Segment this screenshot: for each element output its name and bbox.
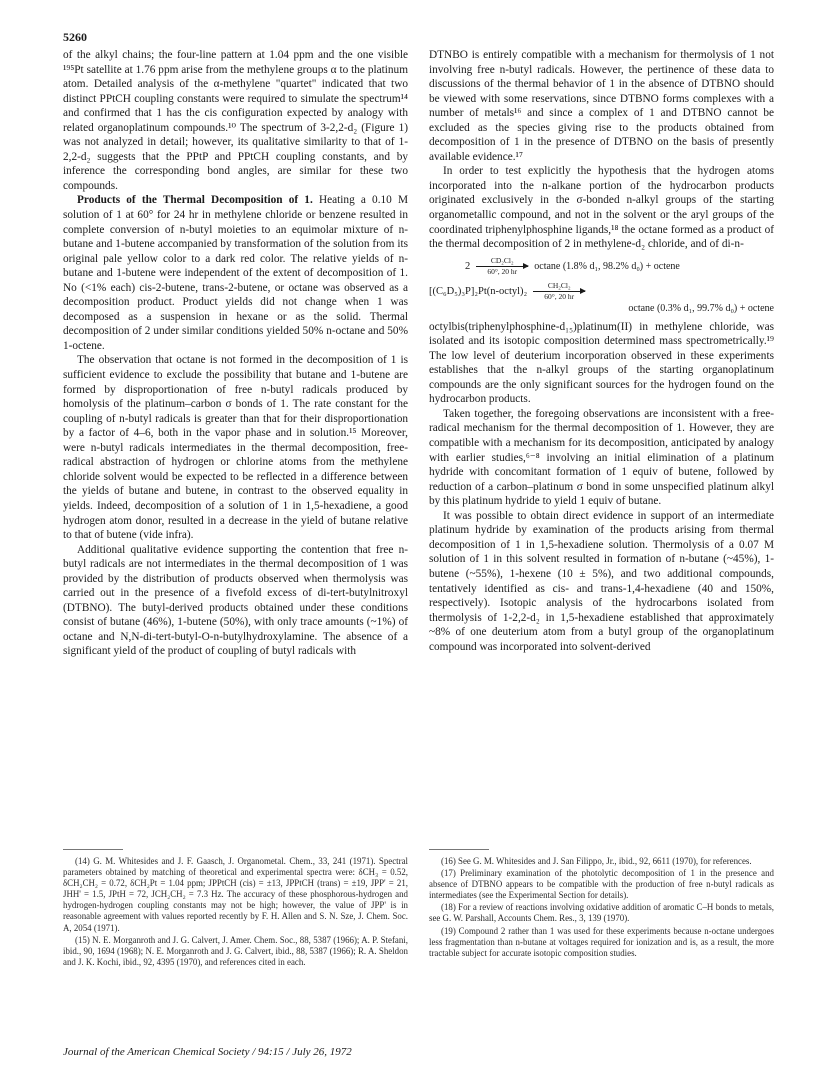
paragraph: octylbis(triphenylphosphine-d₁₅)platinum(II) in methylene chloride, was isolated and its isotopic composition determined mass spectrometrically.¹⁹ The low level of deuterium incorporation observed in these experiments establishes that the n-alkyl groups of the starting organoplatinum compounds are the only significant sources for the hydrogen found on the hydrocarbon products. <box>429 320 774 406</box>
reaction-1 <box>429 257 774 276</box>
reaction-1-solvent: CD₂Cl₂ <box>490 255 514 265</box>
footnotes-right <box>429 856 774 960</box>
arrow-icon <box>533 291 585 292</box>
paragraph: DTNBO is entirely compatible with a mechanism for thermolysis of 1 not involving free n-butyl radicals. However, the pertinence of these data to discussions of the thermal behavior of 1 in the absence of DTBNO should be viewed with some reservations, since DTBNO forms complexes with a number of metals¹⁶ and since a complex of 1 and DTBNO cannot be excluded as the species giving rise to the products obtained from decomposition of 1 in the presence of DTBNO on the basis of presently available evidence.¹⁷ <box>429 49 774 163</box>
footnote-14: (14) G. M. Whitesides and J. F. Gaasch, J. Organometal. Chem., 33, 241 (1971). Spectral parameters obtained by matching of theoretical and experimental spectra were: δCH₃ = 0.52, δCH₂CH₂ = 0.72, δCH₂Pt = 1.04 ppm; JPPtCH (cis) = ±13, JPPtCH (trans) = ±19, JPP' = 21, JHH' = 1.5, JPtH = 72, JCH₂CH₂ = 7.3 Hz. The accuracy of these phosphorous-hydrogen and hydrogen-hydrogen coupling constants may not be high; however, the value of JPP' is in reasonable agreement with values reported recently by F. H. Allen and S. N. Sze, J. Chem. Soc. A, 2054 (1971). <box>63 856 408 933</box>
paragraph: of the alkyl chains; the four-line pattern at 1.04 ppm and the one visible ¹⁹⁵Pt satellite at 1.76 ppm arise from the methylene groups α to the platinum atom. Detailed analysis of the α-methylene "quartet" indicated that two distinct PPtCH coupling constants were required to simulate the spectrum¹⁴ and confirmed that 1 has the cis configuration expected by analogy with related organoplatinum compounds.¹⁰ The spectrum of 3-2,2-d₂ (Figure 1) was not analyzed in detail; however, its qualitative similarity to that of 1-2,2-d₂ suggests that the PPtP and PPtCH coupling constants, and by inference the corresponding bond angles, are similar for these two compounds. <box>63 49 408 192</box>
reaction-2-reactant: [(C₆D₅)₃P]₂Pt(n-octyl)₂ <box>429 285 528 297</box>
paragraph: Taken together, the foregoing observations are inconsistent with a free-radical mechanism for the thermal decomposition of 1. However, they are compatible with a mechanism for its decomposition, anticipated by analogy with earlier studies,⁶⁻⁸ involving an initial elimination of a platinum hydride with concomitant formation of 1 equiv of butene, followed by reduction of a carbon–platinum σ bond in some unspecified platinum alkyl by this platinum hydride to yield 1 equiv of butane. <box>429 407 774 508</box>
right-column <box>429 48 774 654</box>
reaction-2-product: octane (0.3% d₁, 99.7% d₀) + octene <box>628 302 774 314</box>
footnote-18: (18) For a review of reactions involving oxidative addition of aromatic C–H bonds to metals, see G. W. Parshall, Accounts Chem. Res., 3, 139 (1970). <box>429 902 774 924</box>
section-run-in-heading: Products of the Thermal Decomposition of 1. <box>77 194 313 207</box>
reaction-1-product: octane (1.8% d₁, 98.2% d₀) + octene <box>534 260 680 272</box>
footnote-19: (19) Compound 2 rather than 1 was used for these experiments because n-octane undergoes less fragmentation than n-butane at voltages required for ionization and is, as a result, the more tractable subject for accurate isotopic composition studies. <box>429 925 774 958</box>
footnotes-left <box>63 856 408 969</box>
footnote-17: (17) Preliminary examination of the photolytic decomposition of 1 in the presence and absence of DTBNO appears to be compatible with the production of free n-butyl radicals as intermediates (see the Experimental Section for details). <box>429 868 774 901</box>
paragraph: In order to test explicitly the hypothesis that the hydrogen atoms incorporated into the n-alkane portion of the hydrocarbon products originated exclusively in the σ-bonded n-alkyl groups of the starting organometallic compound, and not in the solvent or the aryl groups of the coordinated triphenylphosphine ligands,¹⁸ the octane formed as a product of the thermal decomposition of 2 in methylene-d₂ chloride, and of di-n- <box>429 165 774 251</box>
journal-footer: Journal of the American Chemical Society / 94:15 / July 26, 1972 <box>63 1046 352 1058</box>
paragraph <box>63 193 408 353</box>
reaction-2-conditions: 60°, 20 hr <box>544 291 575 301</box>
reaction-scheme <box>429 257 774 314</box>
paragraph: The observation that octane is not formed in the decomposition of 1 is sufficient evidence to exclude the possibility that butane and 1-butene are formed by disproportionation of free n-butyl radicals produced by homolysis of the platinum–carbon σ bonds of 1. The rate constant for the coupling of n-butyl radicals is greater than that for their disproportionation by a factor of 4–6, both in the vapor phase and in solution.¹⁵ Moreover, were n-butyl radicals intermediates in the thermal decomposition, free-radical abstraction of hydrogen or chlorine atoms from the methylene chloride solvent would be expected to be reflected in a difference between the yields of butane and butene, in contrast to the observed equality in yields. Indeed, decomposition of a solution of 1 in 1,5-hexadiene, a good hydrogen atom donor, resulted in a decrease in the yield of butane relative to that of butene (vide infra). <box>63 354 408 542</box>
footnote-16: (16) See G. M. Whitesides and J. San Filippo, Jr., ibid., 92, 6611 (1970), for references. <box>441 856 752 866</box>
page-number: 5260 <box>63 30 87 44</box>
footnote-divider <box>63 849 123 850</box>
reaction-1-arrow <box>476 257 528 276</box>
reaction-1-conditions: 60°, 20 hr <box>487 266 518 276</box>
paragraph-body: Heating a 0.10 M solution of 1 at 60° for 24 hr in methylene chloride or benzene resulted in complete conversion of n-butyl moieties to an equimolar mixture of n-butane and 1-butene accompanied by transformation of the solution from its original pale yellow color to a dark red color. The relative yields of n-butane and 1-butene were independent of the extent of decomposition of 1. No (<1% each) cis-2-butene, trans-2-butene, or octane was observed as a decomposition product. Product yields did not change when 1 was decomposed as a suspension in hexane or as the solid. Thermal decomposition of 2 under similar conditions yielded 50% n-octane and 50% 1-octene. <box>63 194 409 352</box>
arrow-icon <box>476 266 528 267</box>
reaction-2 <box>429 282 774 301</box>
paragraph: It was possible to obtain direct evidence in support of an intermediate platinum hydride by examination of the products arising from thermal decomposition of 1 in 1,5-hexadiene solution. Thermolysis of a 0.07 M solution of 1 in this solvent resulted in formation of n-butane (~45%), 1-butene (~55%), 1-hexene (10 ± 5%), and two additional compounds, tentatively identified as cis- and trans-1,4-hexadiene (40 and 150%, respectively). Isotopic analysis of the hydrocarbons isolated from thermolysis of 1-2,2-d₂ in 1,5-hexadiene established that approximately ~8% of one deuterium atom from a butyl group of the organoplatinum compound was incorporated into solvent-derived <box>429 509 774 653</box>
left-column <box>63 48 408 659</box>
reaction-2-solvent: CH₂Cl₂ <box>547 280 571 290</box>
paragraph: Additional qualitative evidence supporting the contention that free n-butyl radicals are not intermediates in the thermal decomposition of 1 was provided by the distribution of products observed when thermolysis was carried out in the presence of a fivefold excess of di-tert-butylnitroxyl (DTBNO). The butyl-derived products obtained under these conditions consist of butane (46%), 1-butene (50%), with only trace amounts (~1%) of octane and N,N-di-tert-butyl-O-n-butylhydroxylamine. The absence of a significant yield of the product of coupling of butyl radicals with <box>63 543 408 658</box>
footnote-divider <box>429 849 489 850</box>
reaction-1-reactant: 2 <box>465 260 471 272</box>
reaction-2-arrow <box>533 282 585 301</box>
footnote-15: (15) N. E. Morganroth and J. G. Calvert, J. Amer. Chem. Soc., 88, 5387 (1966); A. P. Stefani, ibid., 90, 1694 (1968); N. E. Morganroth and J. G. Calvert, ibid., 88, 5387 (1966); R. A. Sheldon and J. K. Kochi, ibid., 92, 4395 (1970), and references cited in each. <box>63 934 408 967</box>
